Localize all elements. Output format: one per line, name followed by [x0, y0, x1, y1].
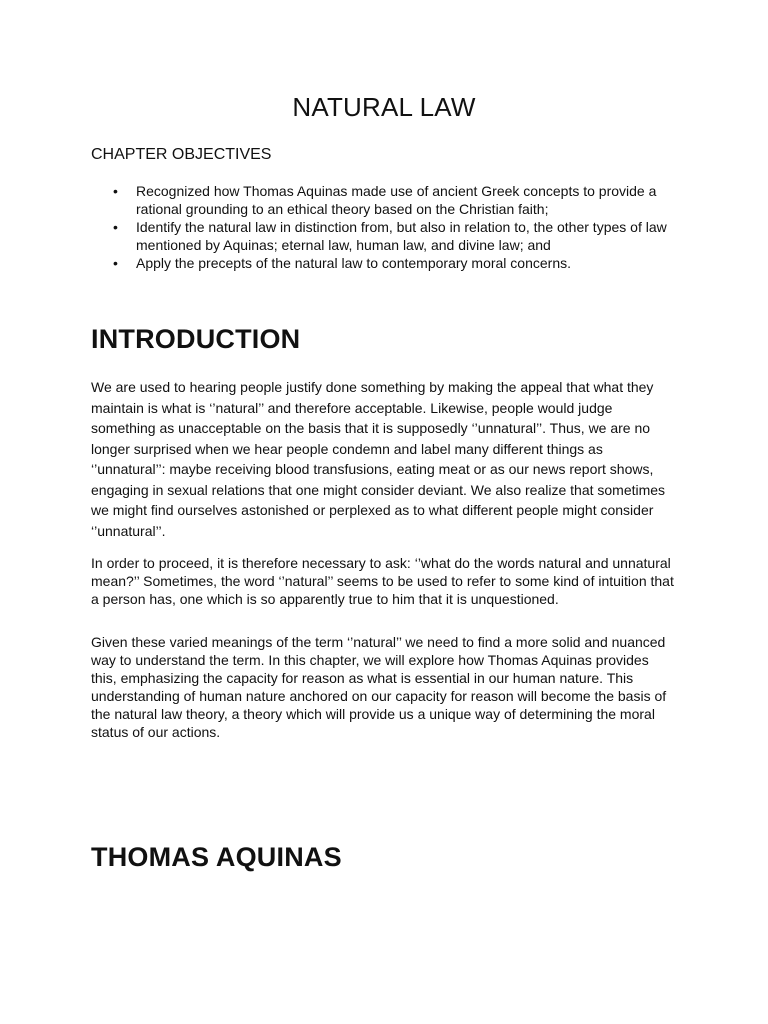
- introduction-paragraph: Given these varied meanings of the term ‘’natural’’ we need to find a more solid and nuanced way to understand the term. In this chapter, we will explore how Thomas Aquinas provides this, emphasizing the capacity for reason as what is essential in our human nature. This understanding of human nature anchored on our capacity for reason will become the basis of the natural law theory, a theory which will provide us a unique way of determining the moral status of our actions.: [91, 634, 667, 740]
- introduction-heading: INTRODUCTION: [91, 324, 301, 354]
- introduction-paragraph: We are used to hearing people justify done something by making the appeal that what they maintain is what is ‘’natural’’ and therefore acceptable. Likewise, people would judge something as unacceptable on the basis that it is supposedly ‘’unnatural’’. Thus, we are no longer surprised when we hear people condemn and label many different things as ‘’unnatural’’: maybe receiving blood transfusions, eating meat or as our news report shows, engaging in sexual relations that one might consider deviant. We also realize that sometimes we might find ourselves astonished or perplexed as to what different people might consider ‘’unnatural’’.: [91, 379, 666, 539]
- introduction-paragraph: In order to proceed, it is therefore necessary to ask: ‘’what do the words natural and unnatural mean?’’ Sometimes, the word ‘’natural’’ seems to be used to refer to some kind of intuition that a person has, one which is so apparently true to him that it is unquestioned.: [91, 555, 674, 607]
- objective-text: Identify the natural law in distinction from, but also in relation to, the other types of law mentioned by Aquinas; eternal law, human law, and divine law; and: [136, 219, 667, 253]
- objective-item: [91, 182, 691, 218]
- objective-text: Recognized how Thomas Aquinas made use of ancient Greek concepts to provide a rational grounding to an ethical theory based on the Christian faith;: [136, 183, 657, 217]
- objective-item: [91, 254, 691, 272]
- bullet-icon: •: [113, 183, 118, 199]
- bullet-icon: •: [113, 219, 118, 235]
- thomas-aquinas-heading: THOMAS AQUINAS: [91, 842, 342, 872]
- objective-text: Apply the precepts of the natural law to contemporary moral concerns.: [136, 255, 571, 271]
- chapter-objectives-heading: CHAPTER OBJECTIVES: [91, 146, 272, 163]
- objectives-list: [91, 182, 691, 272]
- objective-item: [91, 218, 691, 254]
- bullet-icon: •: [113, 255, 118, 271]
- document-title: NATURAL LAW: [292, 92, 476, 122]
